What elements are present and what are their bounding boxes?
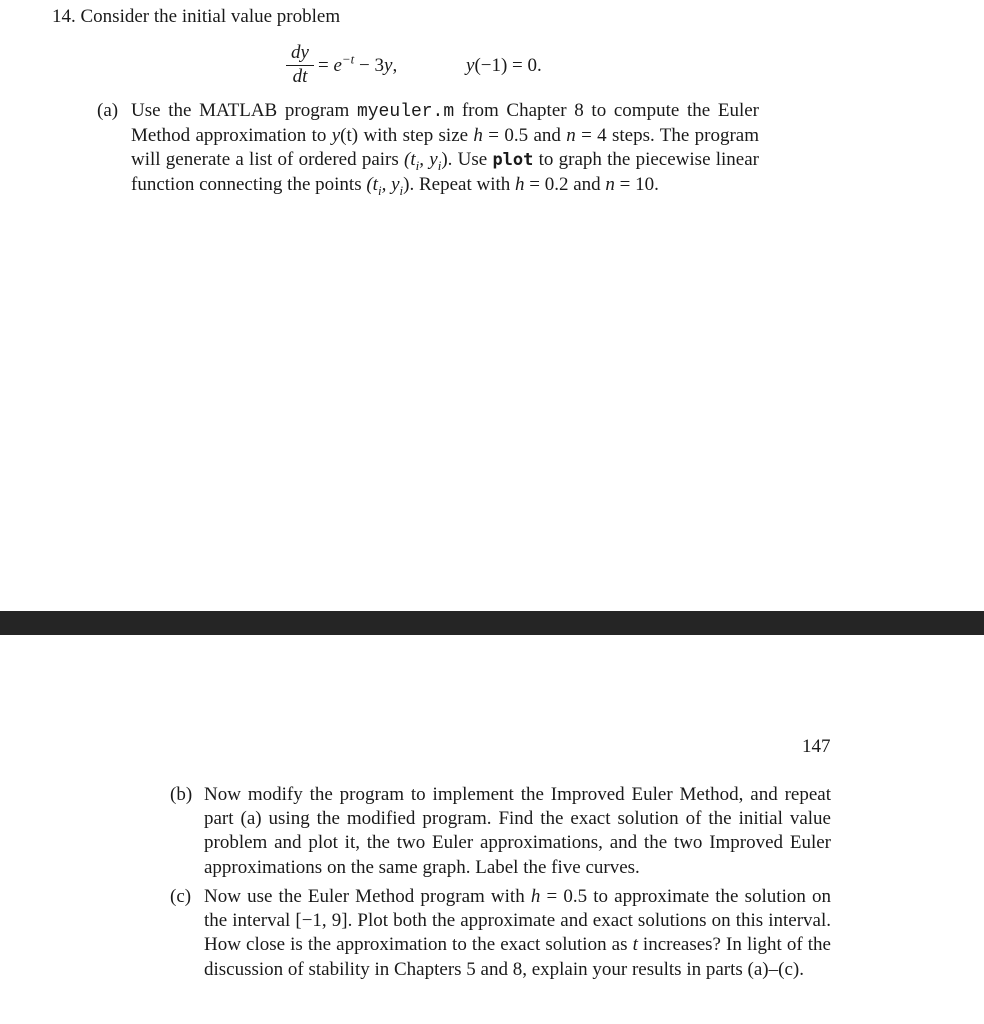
program-name: myeuler.m bbox=[356, 102, 455, 122]
page-number: 147 bbox=[802, 736, 831, 757]
interval: [−1, 9] bbox=[295, 910, 348, 932]
part-b-label: (b) bbox=[170, 784, 193, 805]
ode-equation bbox=[286, 42, 586, 92]
fraction-denominator: dt bbox=[292, 66, 308, 87]
fraction-numerator: dy bbox=[291, 42, 309, 63]
part-c-label: (c) bbox=[170, 886, 192, 907]
page-divider bbox=[0, 611, 984, 635]
plot-command: plot bbox=[492, 150, 534, 171]
part-b bbox=[170, 783, 831, 880]
part-a: (a) Use the MATLAB program myeuler.m from Chapter 8 to compute the Euler Method approximation to y(t) with step size h = 0.5 and n = 4 steps. The program will generate a list of ordered pairs ($t_i$, $y_i$). Use plot to graph the piecewise linear function connecting the points ($t_i$, $y_i$). Repeat with h = 0.2 and n = 10. bbox=[97, 100, 760, 198]
initial-condition: y(−1) = 0. bbox=[466, 55, 542, 76]
part-b-text: Now modify the program to implement the Improved Euler Method, and repeat part (a) using the modified program. Find the exact solution of the initial value problem and plot it, the two Euler approximations, and the two Improved Euler approximations on the same graph. Label the five curves. bbox=[204, 784, 831, 878]
part-a-label: (a) bbox=[97, 100, 119, 121]
problem-number: 14. bbox=[52, 6, 76, 27]
part-c: (c) Now use the Euler Method program with h = 0.5 to approximate the solution on the interval [−1, 9]. Plot both the approximate and exact solutions on this interval. How close is the approximation to the exact solution as t increases? In light of the discussion of stability in Chapters 5 and 8, explain your results in parts (a)–(c). bbox=[170, 886, 831, 980]
problem-heading bbox=[52, 5, 340, 29]
derivative-fraction bbox=[286, 42, 314, 88]
equation-rhs: = $e^{-t} - 3y$, bbox=[318, 51, 398, 76]
problem-intro: Consider the initial value problem bbox=[80, 6, 341, 27]
